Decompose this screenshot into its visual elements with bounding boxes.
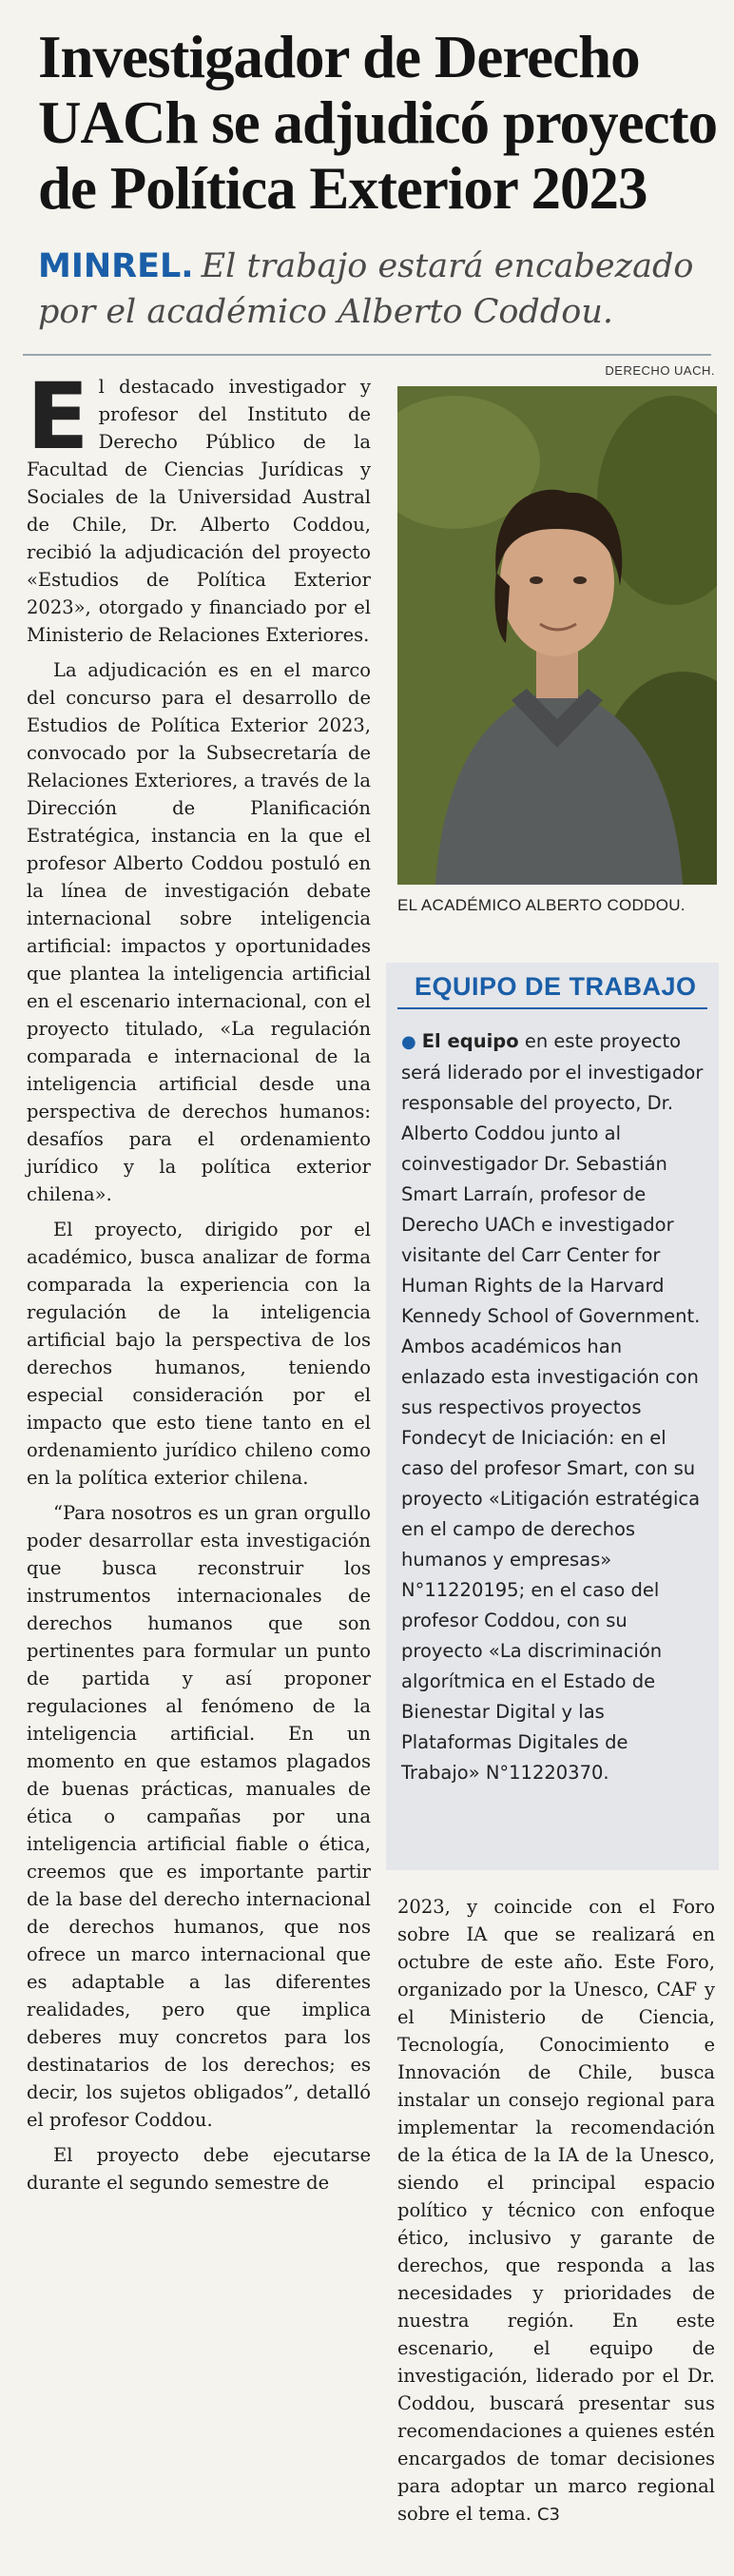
portrait-illustration — [397, 386, 717, 885]
sidebar-box-team — [386, 963, 719, 1870]
portrait-photo — [397, 386, 717, 885]
sidebar-lead: El equipo — [421, 1030, 519, 1052]
sidebar-title: EQUIPO DE TRABAJO — [397, 963, 707, 1009]
article-paragraph-2: La adjudicación es en el marco del concurso para el desarrollo de Estudios de Política Exterior 2023, convocado por la Subsecretaría de Relaciones Exteriores, a través de la Dirección de Planificación Estratégica, instancia en la que el profesor Alberto Coddou postuló en la línea de investigación debate internacional sobre inteligencia artificial: impactos y oportunidades que plantea la inteligencia artificial en el escenario internacional, con el proyecto titulado, «La regulación comparada e internacional de la inteligencia artificial desde una perspectiva de derechos humanos: desafíos para el ordenamiento jurídico y la política exterior chilena». — [27, 659, 371, 1205]
article-paragraph-3: El proyecto, dirigido por el académico, busca analizar de forma comparada la experiencia con la regulación de la inteligencia artificial bajo la perspectiva de los derechos humanos, teniendo especial consideración por el impacto que esto tiene tanto en el ordenamiento jurídico chileno como en la política exterior chilena. — [27, 1219, 371, 1489]
headline-line-3: de Política Exterior 2023 — [38, 155, 647, 222]
article-body-right-column — [397, 1893, 715, 2528]
article-paragraph-4: “Para nosotros es un gran orgullo poder desarrollar esta investigación que busca reconstruir los instrumentos internacionales de derechos humanos que son pertinentes para formular un punto de partida y así proponer regulaciones al fenómeno de la inteligencia artificial. En un momento en que estamos plagados de buenas prácticas, manuales de ética o campañas por una inteligencia artificial fiable o ética, creemos que es importante partir de la base del derecho internacional de derechos humanos, que nos ofrece un marco internacional que es adaptable a las diferentes realidades, pero que implica deberes muy concretos para los destinatarios de los derechos; es decir, los sujetos obligados”, detalló el profesor Coddou. — [27, 1502, 371, 2131]
headline-line-1: Investigador de Derecho — [38, 24, 640, 90]
drop-cap: E — [27, 363, 89, 470]
sidebar-body: en este proyecto será liderado por el investigador responsable del proyecto, Dr. Alberto Coddou junto al coinvestigador Dr. Sebastián Smart Larraín, profesor de Derecho UACh e investigador visitante del Carr Center for Human Rights de la Harvard Kennedy School of Government. Ambos académicos han enlazado esta investigación con sus respectivos proyectos Fondecyt de Iniciación: en el caso del profesor Smart, con su proyecto «Litigación estratégica en el campo de derechos humanos y empresas» N°11220195; en el caso del profesor Coddou, con su proyecto «La discriminación algorítmica en el Estado de Bienestar Digital y las Plataformas Digitales de Trabajo» N°11220370. — [401, 1030, 704, 1784]
sidebar-text — [386, 1009, 719, 1788]
deck-text: El trabajo estará encabezado por el académico Alberto Coddou. — [38, 247, 694, 331]
paragraph-1-text: l destacado investigador y profesor del Instituto de Derecho Público de la Facultad de Ciencias Jurídicas y Sociales de la Universidad Austral de Chile, Dr. Alberto Coddou, recibió la adjudicación del proyecto «Estudios de Política Exterior 2023», otorgado y financiado por el Ministerio de Relaciones Exteriores. — [27, 376, 371, 646]
headline-line-2: UACh se adjudicó proyecto — [38, 89, 718, 156]
end-mark: C3 — [536, 2505, 560, 2525]
deck — [38, 244, 704, 335]
photo-credit: DERECHO UACH. — [605, 363, 715, 378]
bullet-icon: ● — [401, 1032, 416, 1052]
top-divider — [23, 354, 711, 356]
headline — [38, 24, 718, 222]
article-paragraph-1 — [27, 363, 371, 649]
deck-kicker: MINREL. — [38, 247, 194, 285]
article-body-left-column — [27, 363, 371, 2196]
article-paragraph-5-continued: 2023, y coincide con el Foro sobre IA que se realizará en octubre de este año. Este Foro, organizado por la Unesco, CAF y el Ministerio de Ciencia, Tecnología, Conocimiento e Innovación de Chile, busca instalar un consejo regional para implementar la recomendación de la ética de la IA de la Unesco, siendo el principal espacio político y técnico con enfoque ético, inclusivo y garante de derechos, que responda a las necesidades y prioridades de nuestra región. En este escenario, el equipo de investigación, liderado por el Dr. Coddou, buscará presentar sus recomendaciones a quienes estén encargados de tomar decisiones para adoptar un marco regional sobre el tema. — [397, 1896, 715, 2525]
photo-caption: EL ACADÉMICO ALBERTO CODDOU. — [397, 896, 686, 914]
article-paragraph-5: El proyecto debe ejecutarse durante el segundo semestre de — [27, 2144, 371, 2194]
